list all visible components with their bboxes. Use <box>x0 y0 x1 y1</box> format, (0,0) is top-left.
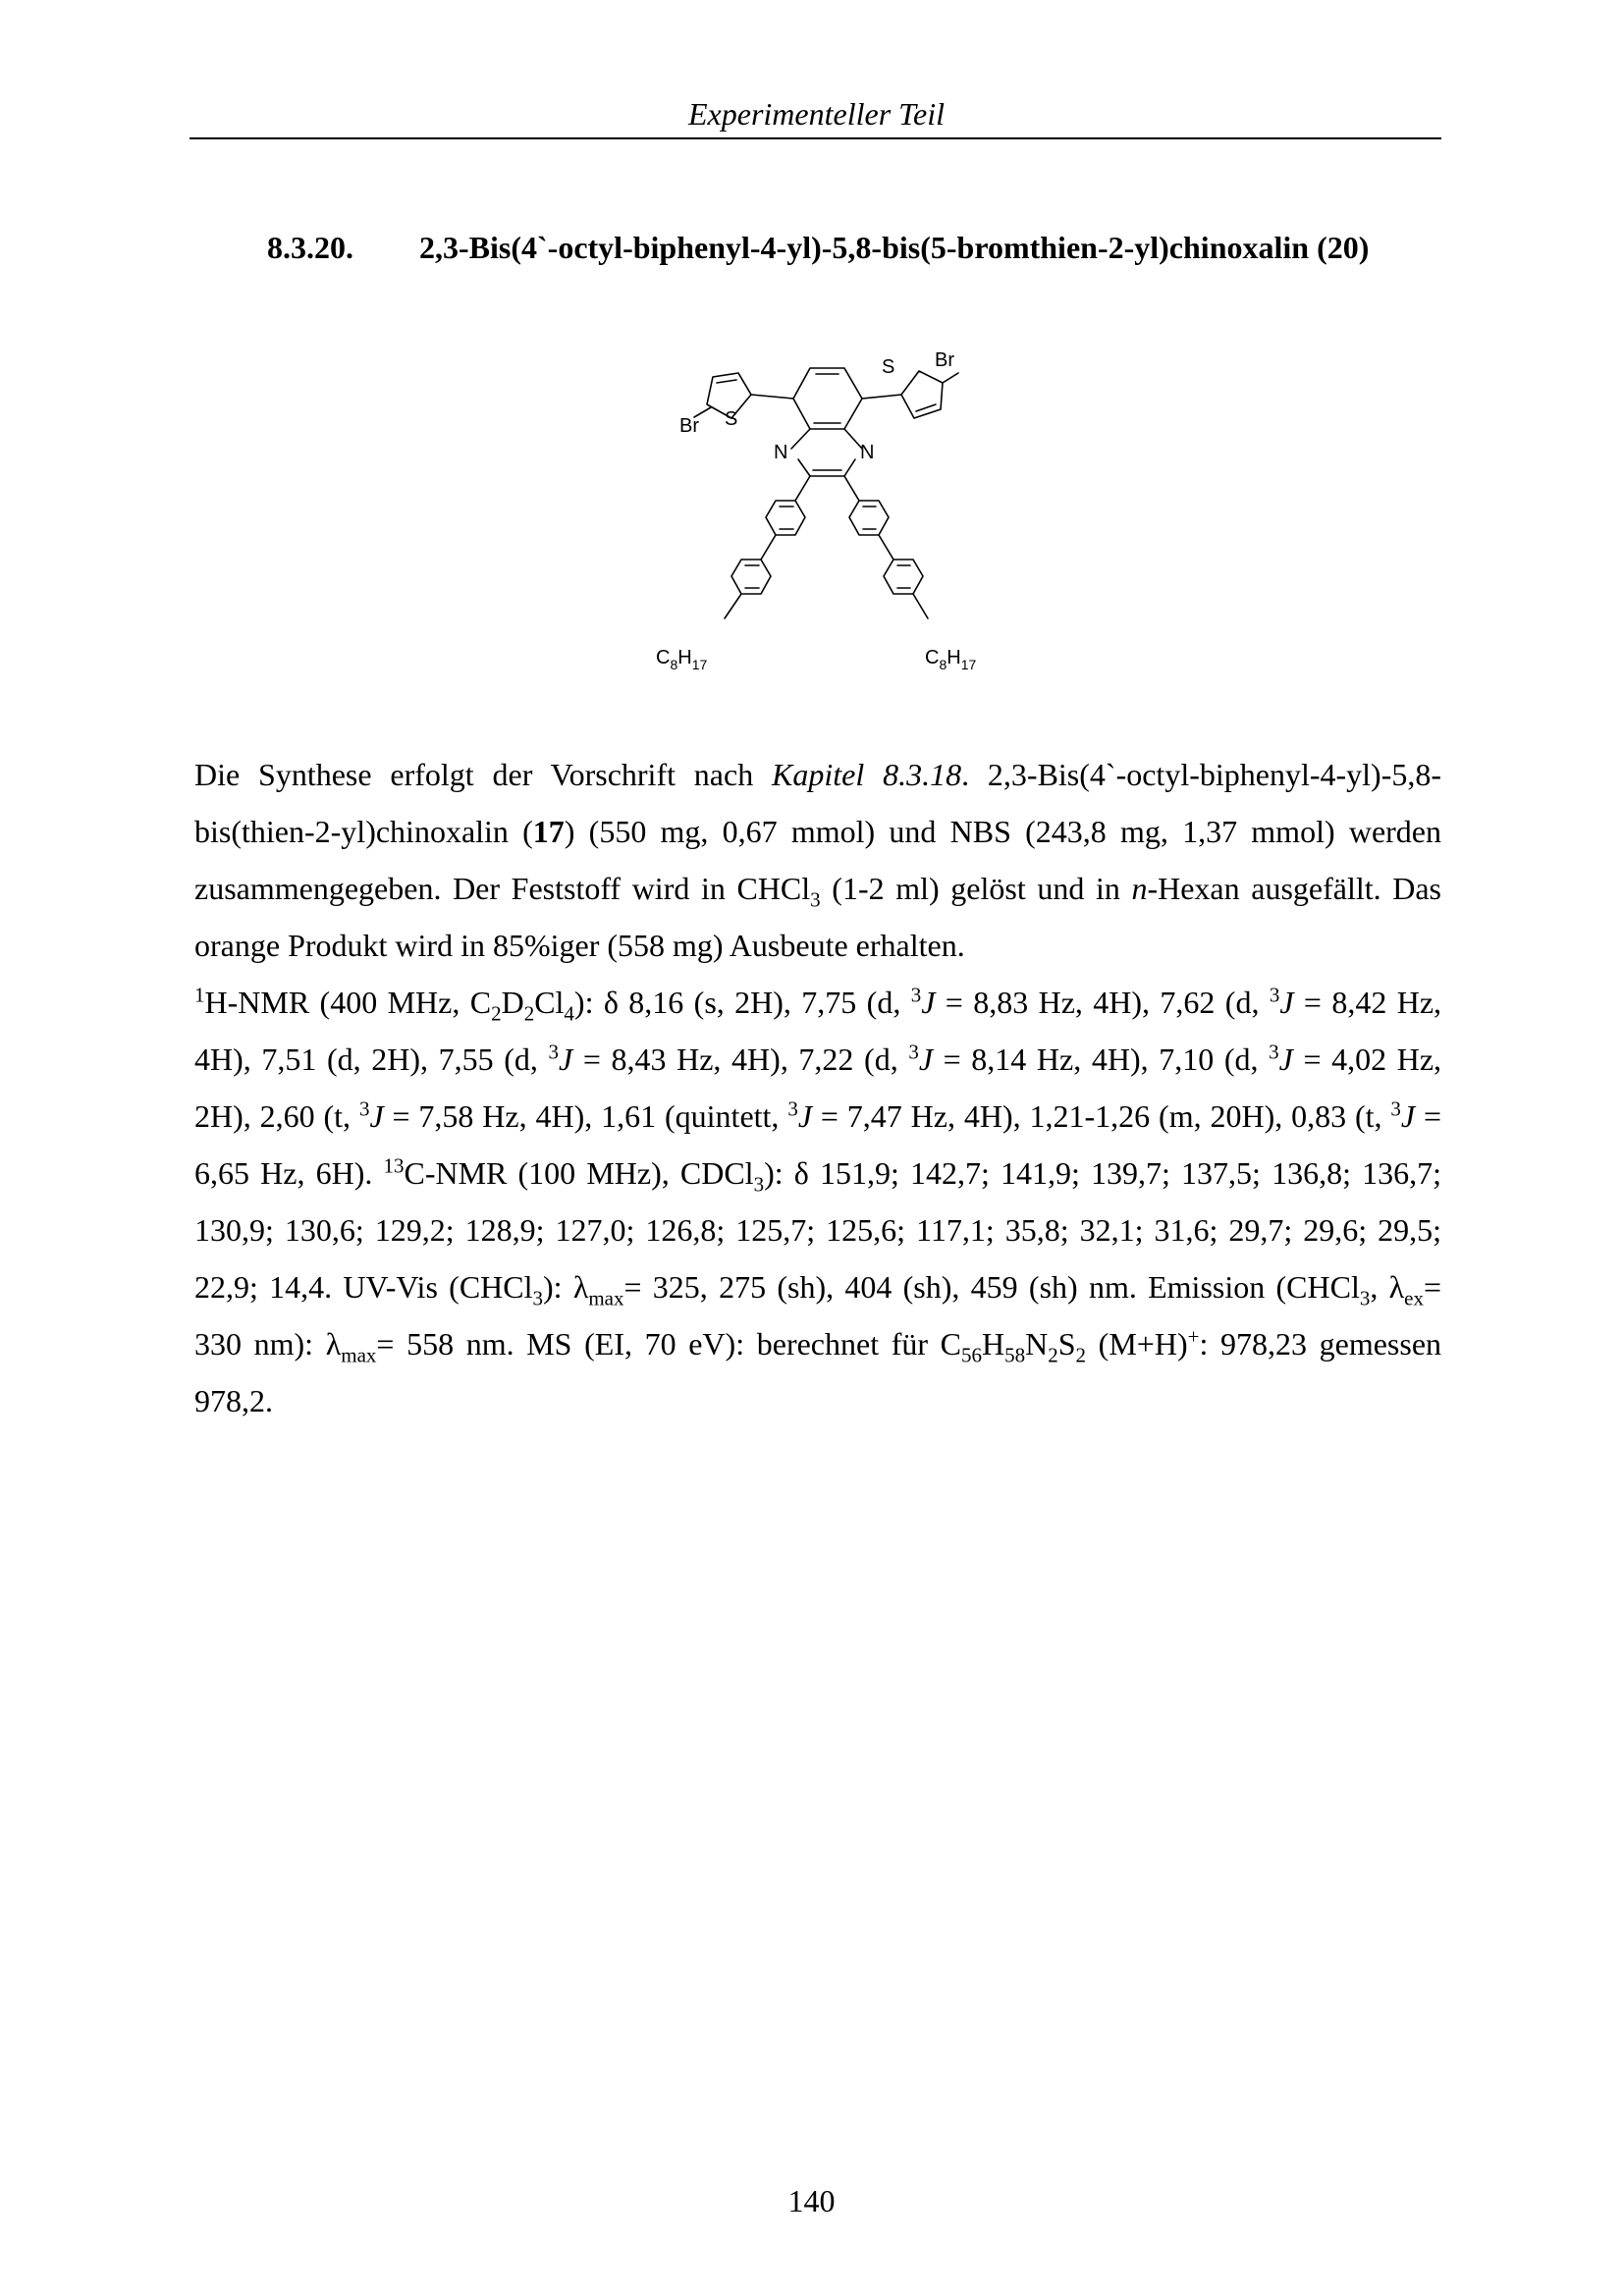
superscript: 3 <box>548 1040 560 1064</box>
text: -Hexan ausgefällt. Das orange Produkt wird in 85%iger (558 mg) Ausbeute erhalten. <box>194 871 1442 963</box>
italic: J <box>1400 1098 1416 1134</box>
text: ): λ <box>543 1269 589 1305</box>
subscript: ex <box>1404 1286 1424 1310</box>
italic-n: n <box>1131 871 1148 906</box>
subscript: 2 <box>491 1001 502 1026</box>
analysis-paragraph <box>194 974 1441 1429</box>
label-br-right: Br <box>935 349 954 371</box>
superscript: 3 <box>787 1096 798 1121</box>
label-br-left: Br <box>679 415 699 437</box>
text: Cl <box>534 985 565 1020</box>
superscript: + <box>1187 1324 1200 1349</box>
superscript: 3 <box>1269 1040 1279 1064</box>
page-number: 140 <box>787 2183 836 2218</box>
subscript: max <box>588 1286 624 1310</box>
subscript: 2 <box>1048 1343 1058 1367</box>
text: . 2,3-Bis(4`-octyl-biphenyl-4-yl)-5,8-bis(thien-2-yl)chinoxalin ( <box>194 757 1442 849</box>
text: = 325, 275 (sh), 404 (sh), 459 (sh) nm. Emission (CHCl <box>623 1269 1360 1305</box>
superscript: 1 <box>194 983 205 1007</box>
section-heading <box>267 226 1445 269</box>
text: N <box>1025 1326 1049 1362</box>
subscript: 3 <box>753 1172 765 1197</box>
superscript: 3 <box>908 1040 919 1064</box>
subscript: 58 <box>1004 1343 1026 1367</box>
superscript: 13 <box>383 1153 405 1178</box>
superscript: 3 <box>1390 1096 1401 1121</box>
italic: J <box>918 1041 934 1077</box>
text: = 8,43 Hz, 4H), 7,22 (d, <box>572 1041 909 1077</box>
text: ): δ 151,9; 142,7; 141,9; 139,7; 137,5; 136,8; 136,7; 130,9; 130,6; 129,2; 128,9; 127,0; 126,8; 125,7; 125,6; 117,1; 35,8; 32,1; 31,6; 29,7; 29,6; 29,5; 22,9; 14,4. UV-Vis (CHCl <box>194 1155 1442 1305</box>
italic: J <box>921 985 936 1020</box>
text: = 4,02 Hz, 2H), 2,60 (t, <box>194 1041 1442 1134</box>
text: C-NMR (100 MHz), CDCl <box>404 1155 754 1191</box>
text: = 8,14 Hz, 4H), 7,10 (d, <box>933 1041 1270 1077</box>
text: = 330 nm): λ <box>194 1269 1441 1362</box>
text: (M+H) <box>1086 1326 1188 1362</box>
section-number: 8.3.20. <box>267 230 353 265</box>
italic: J <box>1278 1041 1293 1077</box>
header-rule <box>189 137 1441 139</box>
text: : 978,23 gemessen 978,2. <box>194 1326 1442 1418</box>
subscript: 3 <box>1359 1286 1371 1310</box>
subscript: 2 <box>523 1001 535 1026</box>
italic: J <box>1279 985 1294 1020</box>
text: = 7,47 Hz, 4H), 1,21-1,26 (m, 20H), 0,83 (t, <box>812 1098 1391 1134</box>
text: = 8,83 Hz, 4H), 7,62 (d, <box>935 985 1270 1020</box>
italic: J <box>559 1041 573 1077</box>
label-s-right: S <box>882 356 895 378</box>
label-n-right: N <box>860 442 875 463</box>
subscript: max <box>341 1343 377 1367</box>
text: H <box>982 1326 1005 1362</box>
text: D <box>501 985 524 1020</box>
synthesis-paragraph <box>194 746 1441 974</box>
text: (1-2 ml) gelöst und in <box>820 871 1132 906</box>
text: = 7,58 Hz, 4H), 1,61 (quintett, <box>383 1098 788 1134</box>
text: ): δ 8,16 (s, 2H), 7,75 (d, <box>573 985 911 1020</box>
experimental-text <box>194 746 1441 1429</box>
compound-number: 17 <box>532 814 565 849</box>
superscript: 3 <box>1269 983 1280 1007</box>
text: , λ <box>1370 1269 1405 1305</box>
subscript: 3 <box>810 887 821 912</box>
subscript: 4 <box>564 1001 574 1026</box>
running-header: Experimenteller Teil <box>688 96 945 132</box>
text: H-NMR (400 MHz, C <box>204 985 492 1020</box>
text: = 558 nm. MS (EI, 70 eV): berechnet für C <box>376 1326 962 1362</box>
superscript: 3 <box>358 1096 370 1121</box>
text: S <box>1057 1326 1076 1362</box>
italic: J <box>369 1098 384 1134</box>
label-s-left: S <box>725 408 738 430</box>
label-octyl-left: $C_8H_{17}$ <box>656 647 708 672</box>
text: = 6,65 Hz, 6H). <box>194 1098 1442 1191</box>
section-title: 2,3-Bis(4`-octyl-biphenyl-4-yl)-5,8-bis(5-bromthien-2-yl)chinoxalin (20) <box>419 230 1370 265</box>
chemical-structure <box>628 334 1001 687</box>
label-octyl-right: $C_8H_{17}$ <box>925 647 977 672</box>
subscript: 3 <box>532 1286 543 1310</box>
structure-drawing <box>628 334 1001 687</box>
chapter-reference: Kapitel 8.3.18 <box>772 757 962 792</box>
superscript: 3 <box>910 983 922 1007</box>
label-n-left: N <box>774 442 788 463</box>
text: = 8,42 Hz, 4H), 7,51 (d, 2H), 7,55 (d, <box>194 985 1442 1077</box>
italic: J <box>797 1098 813 1134</box>
text: ) (550 mg, 0,67 mmol) und NBS (243,8 mg, 1,37 mmol) werden zusammengegeben. Der Feststoff wird in CHCl <box>194 814 1442 906</box>
subscript: 2 <box>1075 1343 1087 1367</box>
subscript: 56 <box>961 1343 983 1367</box>
text: Die Synthese erfolgt der Vorschrift nach <box>194 757 773 792</box>
